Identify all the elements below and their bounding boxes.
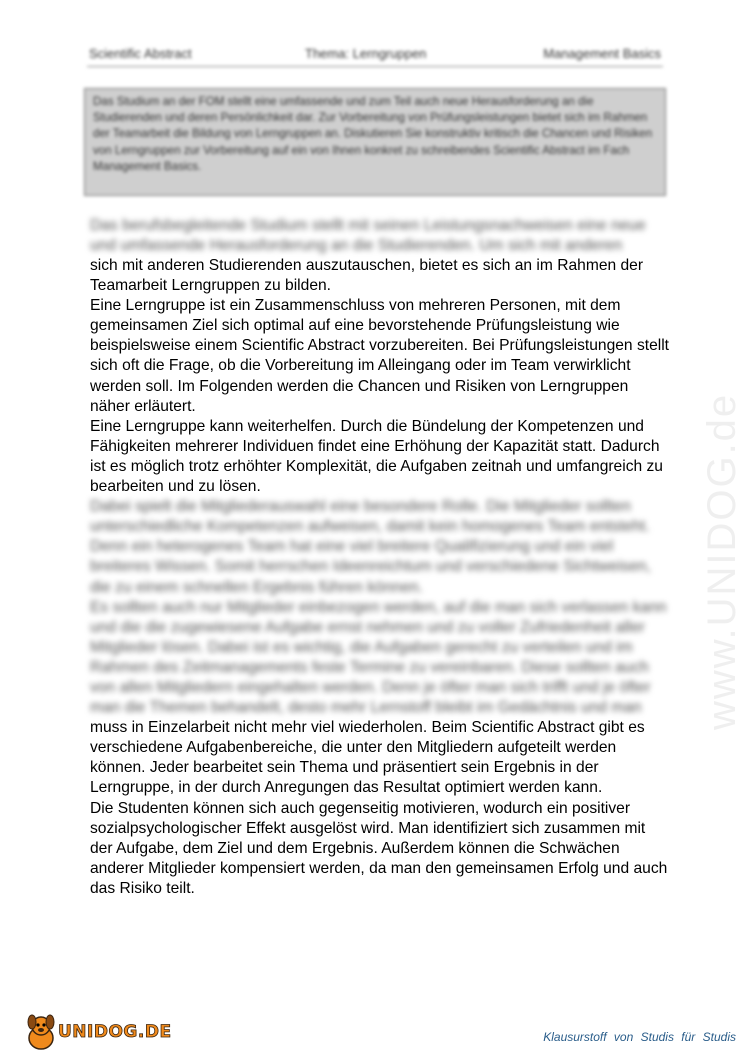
blurred-intro: Das berufsbegleitende Studium stellt mit seinen Leistungsnachweisen eine neue und umfassende Herausforderung an die Studierenden. Um sich mit anderen xyxy=(90,217,646,255)
footer-tagline: Klausurstoff von Studis für Studis xyxy=(543,1030,736,1044)
document-body xyxy=(90,216,670,899)
paragraph-3: Eine Lerngruppe kann weiterhelfen. Durch die Bündelung der Kompetenzen und Fähigkeiten mehrerer Individuen findet eine Erhöhung der Kapazität statt. Dadurch ist es möglich trotz erhöhter Komplexität, die Aufgaben zeitnah und umfangreich zu bearbeiten und zu lösen. xyxy=(90,417,663,496)
task-text: Das Studium an der FOM stellt eine umfassende und zum Teil auch neue Herausforderung an die Studierenden und deren Persönlichkeit dar. Zur Vorbereitung von Prüfungsleistungen bietet sich im Rahmen der Teamarbeit die Bildung von Lerngruppen an. Diskutieren Sie konstruktiv kritisch die Chancen und Risiken von Lerngruppen zur Vorbereitung auf ein von Ihnen konkret zu schreibendes Scientific Abstract im Fach Management Basics. xyxy=(93,95,653,173)
blurred-middle-1: Dabei spielt die Mitgliederauswahl eine besondere Rolle. Die Mitglieder sollten unterschiedliche Kompetenzen aufweisen, damit kein homogenes Team entsteht. Denn ein heterogenes Team hat eine viel breitere Qualifizierung und ein viel breiteres Wissen. Somit herrschen Ideenreichtum und verschiedene Sichtweisen, die zu einem schnellen Ergebnis führen können. xyxy=(90,498,651,596)
page-header xyxy=(87,42,663,67)
header-left: Scientific Abstract xyxy=(89,46,192,61)
paragraph-4: muss in Einzelarbeit nicht mehr viel wiederholen. Beim Scientific Abstract gibt es verschiedene Aufgabenbereiche, die unter den Mitgliedern aufgeteilt werden können. Jeder bearbeitet sein Thema und präsentiert sein Ergebnis in der Lerngruppe, in der durch Anregungen das Resultat optimiert werden kann. xyxy=(90,719,645,797)
dog-mascot-icon xyxy=(22,1012,60,1052)
logo-text: UNIDOG.DE xyxy=(58,1022,172,1042)
task-box xyxy=(84,88,666,196)
paragraph-1-tail: sich mit anderen Studierenden auszutauschen, bietet es sich an im Rahmen der Teamarbeit Lerngruppen zu bilden. xyxy=(90,257,644,295)
paragraph-2: Eine Lerngruppe ist ein Zusammenschluss von mehreren Personen, mit dem gemeinsamen Ziel sich optimal auf eine bevorstehende Prüfungsleistung wie beispielsweise einem Scientific Abstract vorzubereiten. Bei Prüfungsleistungen stellt sich oft die Frage, ob die Vorbereitung im Alleingang oder im Team verwirklicht werden soll. Im Folgenden werden die Chancen und Risiken von Lerngruppen näher erläutert. xyxy=(90,297,670,415)
blurred-middle-2: Es sollten auch nur Mitglieder einbezogen werden, auf die man sich verlassen kann und die die zugewiesene Aufgabe ernst nehmen und zu voller Zufriedenheit aller Mitglieder lösen. Dabei ist es wichtig, die Aufgaben gerecht zu verteilen und im Rahmen des Zeitmanagements feste Termine zu vereinbaren. Diese sollten auch von allen Mitgliedern eingehalten werden. Denn je öfter man sich trifft und je öfter man die Themen behandelt, desto mehr Lernstoff bleibt im Gedächtnis und man xyxy=(90,598,667,717)
watermark: www.UNIDOG.de xyxy=(700,392,744,730)
header-center: Thema: Lerngruppen xyxy=(305,46,427,61)
header-right: Management Basics xyxy=(543,46,661,61)
unidog-logo[interactable] xyxy=(22,1012,172,1052)
paragraph-5: Die Studenten können sich auch gegenseitig motivieren, wodurch ein positiver sozialpsychologischer Effekt ausgelöst wird. Man identifiziert sich zusammen mit der Aufgabe, dem Ziel und dem Ergebnis. Außerdem können die Schwächen anderer Mitglieder kompensiert werden, da man den gemeinsamen Erfolg und auch das Risiko teilt. xyxy=(90,799,668,897)
